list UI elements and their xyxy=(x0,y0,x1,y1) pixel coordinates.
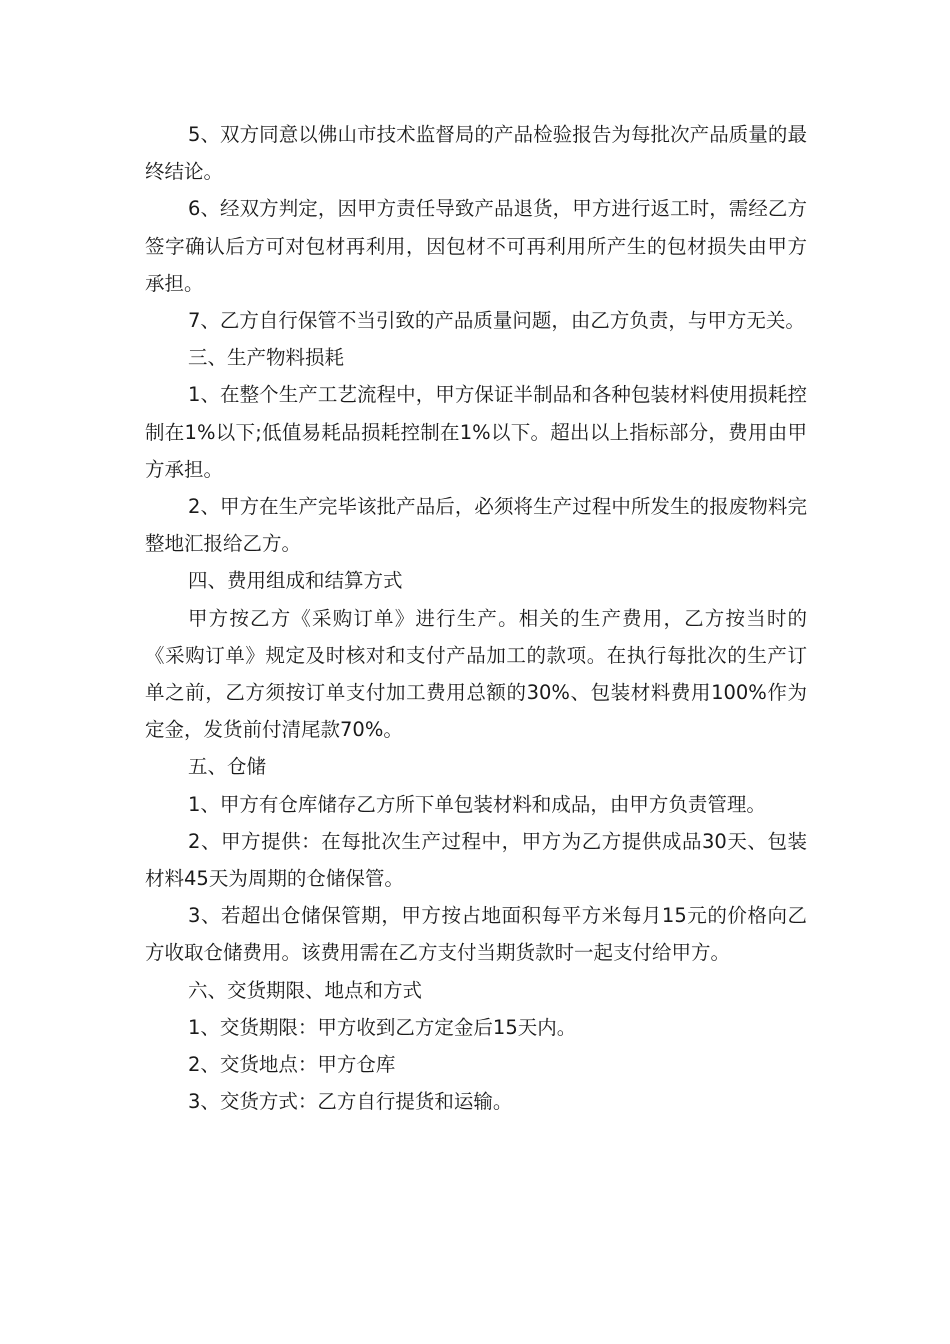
clause-scrap-report: 2、甲方在生产完毕该批产品后，必须将生产过程中所发生的报废物料完整地汇报给乙方。 xyxy=(145,495,807,556)
clause-storage-period: 2、甲方提供：在每批次生产过程中，甲方为乙方提供成品30天、包装材料45天为周期的仓储保管。 xyxy=(145,829,807,891)
section-heading-material-loss: 三、生产物料损耗 xyxy=(188,346,345,370)
clause-6-returns-packaging: 6、经双方判定，因甲方责任导致产品退货，甲方进行返工时，需经乙方签字确认后方可对包材再利用，因包材不可再利用所产生的包材损失由甲方承担。 xyxy=(145,197,807,295)
clause-delivery-method: 3、交货方式：乙方自行提货和运输。 xyxy=(188,1090,513,1114)
clause-delivery-deadline: 1、交货期限：甲方收到乙方定金后15天内。 xyxy=(188,1015,577,1039)
document-body xyxy=(145,116,807,1120)
clause-7-storage-liability: 7、乙方自行保管不当引致的产品质量问题，由乙方负责，与甲方无关。 xyxy=(188,309,805,333)
clause-warehouse-storage: 1、甲方有仓库储存乙方所下单包装材料和成品，由甲方负责管理。 xyxy=(188,792,766,816)
section-heading-delivery: 六、交货期限、地点和方式 xyxy=(188,978,423,1002)
clause-delivery-location: 2、交货地点：甲方仓库 xyxy=(188,1053,396,1077)
clause-loss-control: 1、在整个生产工艺流程中，甲方保证半制品和各种包装材料使用损耗控制在1%以下;低值易耗品损耗控制在1%以下。超出以上指标部分，费用由甲方承担。 xyxy=(145,383,807,481)
section-heading-fees-settlement: 四、费用组成和结算方式 xyxy=(188,569,403,593)
clause-storage-fee: 3、若超出仓储保管期，甲方按占地面积每平方米每月15元的价格向乙方收取仓储费用。该费用需在乙方支付当期货款时一起支付给甲方。 xyxy=(145,904,807,965)
section-heading-warehousing: 五、仓储 xyxy=(188,755,267,779)
clause-payment-terms: 甲方按乙方《采购订单》进行生产。相关的生产费用，乙方按当时的《采购订单》规定及时核对和支付产品加工的款项。在执行每批次的生产订单之前，乙方须按订单支付加工费用总额的30%、包装材料费用100%作为定金，发货前付清尾款70%。 xyxy=(145,606,807,742)
clause-5-quality-conclusion: 5、双方同意以佛山市技术监督局的产品检验报告为每批次产品质量的最终结论。 xyxy=(145,123,807,184)
